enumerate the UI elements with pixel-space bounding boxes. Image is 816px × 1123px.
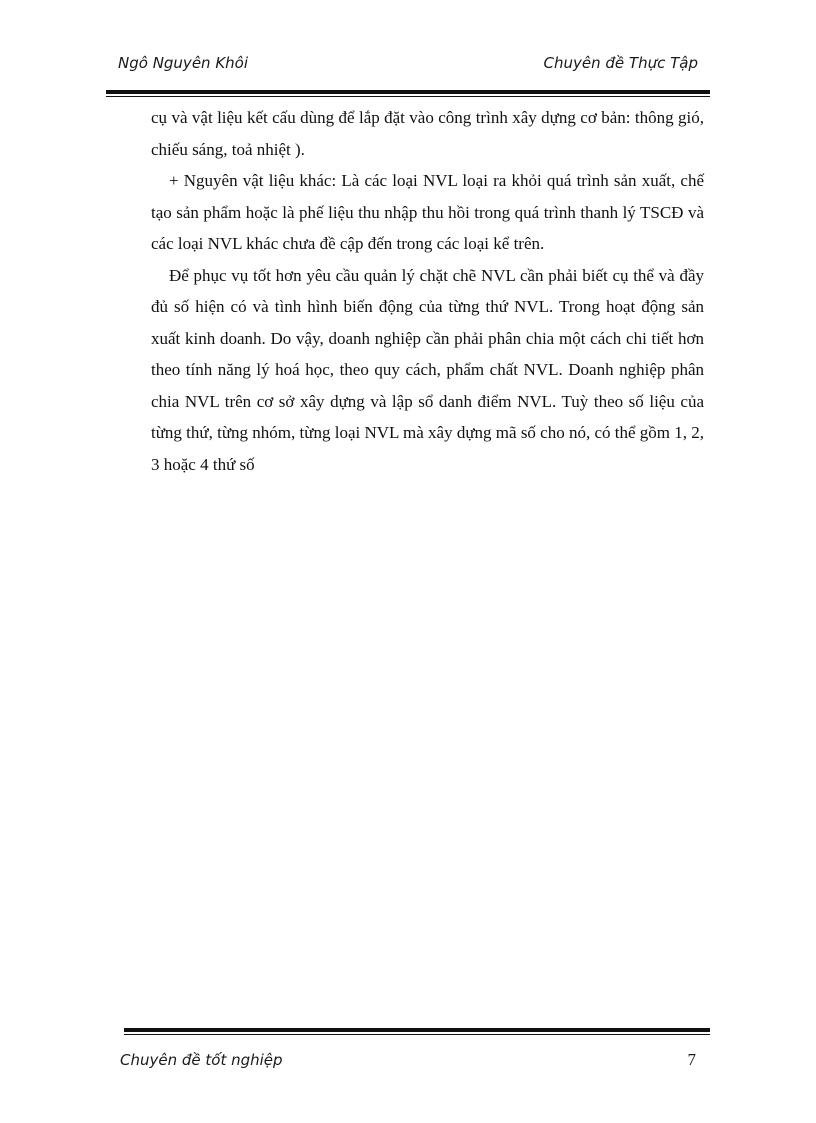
page-number: 7 (687, 1050, 696, 1069)
header-author: Ngô Nguyên Khôi (118, 54, 249, 72)
paragraph-other-materials: + Nguyên vật liệu khác: Là các loại NVL loại ra khỏi quá trình sản xuất, chế tạo sản phẩm hoặc là phế liệu thu nhập thu hồi trong quá trình thanh lý TSCĐ và các loại NVL khác chưa đề cập đến trong các loại kể trên. (151, 171, 704, 253)
footer-divider-thin (124, 1034, 710, 1035)
header-divider (106, 90, 710, 94)
footer-divider (124, 1028, 710, 1032)
page-body (151, 102, 704, 480)
header-title: Chuyên đề Thực Tập (543, 54, 698, 72)
footer-label: Chuyên đề tốt nghiệp (120, 1051, 283, 1069)
paragraph-classification: Để phục vụ tốt hơn yêu cầu quản lý chặt chẽ NVL cần phải biết cụ thể và đầy đủ số hiện có và tình hình biến động của từng thứ NVL. Trong hoạt động sản xuất kinh doanh. Do vậy, doanh nghiệp cần phải phân chia một cách chi tiết hơn theo tính năng lý hoá học, theo quy cách, phẩm chất NVL. Doanh nghiệp phân chia NVL trên cơ sở xây dựng và lập sổ danh điểm NVL. Tuỳ theo số liệu của từng thứ, từng nhóm, từng loại NVL mà xây dựng mã số cho nó, có thể gồm 1, 2, 3 hoặc 4 thứ số (151, 265, 705, 474)
header-divider-thin (106, 96, 710, 97)
page-header (118, 50, 698, 82)
paragraph-continuation: cụ và vật liệu kết cấu dùng để lắp đặt vào công trình xây dựng cơ bản: thông gió, chiếu sáng, toả nhiệt ). (151, 108, 704, 159)
